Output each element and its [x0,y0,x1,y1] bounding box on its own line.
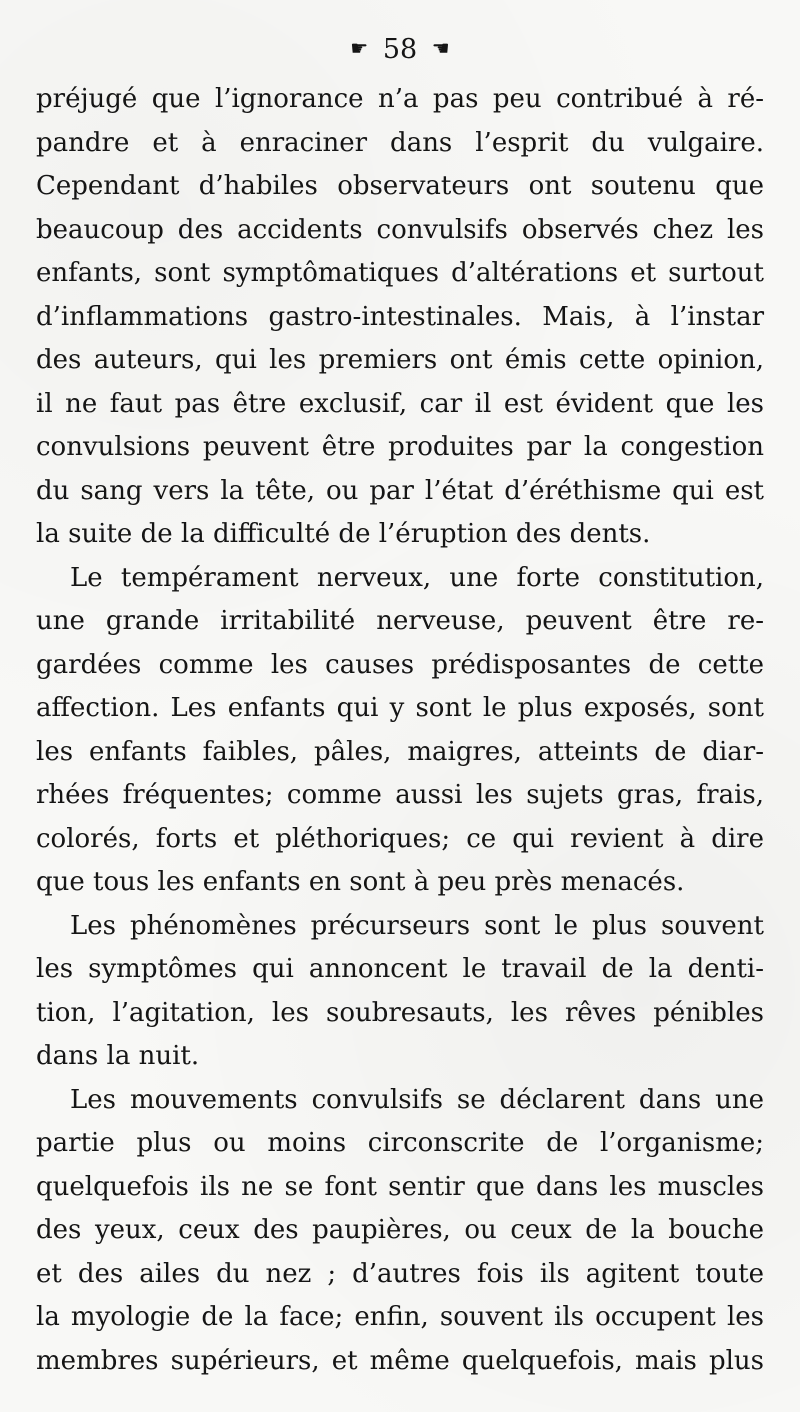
text-line: du sang vers la tête, ou par l’état d’éréthisme qui est [36,475,764,506]
text-line: que tous les enfants en sont à peu près menacés. [36,867,685,897]
text-line: la myologie de la face; enfin, souvent ils occupent les [36,1302,764,1332]
text-line: affection. Les enfants qui y sont le plus exposés, sont [36,693,764,723]
text-line: Les phénomènes précurseurs sont le plus souvent [70,910,764,941]
text-line: enfants, sont symptômatiques d’altérations et surtout [36,258,764,288]
text-line: des auteurs, qui les premiers ont émis cette opinion, [36,345,764,375]
text-line: et des ailes du nez ; d’autres fois ils agitent toute [36,1258,764,1289]
text-line: d’inflammations gastro-intestinales. Mais, à l’instar [36,301,764,332]
paragraph-4 [36,1079,764,1384]
text-line: quelquefois ils ne se font sentir que dans les muscles [36,1171,764,1202]
text-line: des yeux, ceux des paupières, ou ceux de la bouche [36,1215,764,1245]
text-line: il ne faut pas être exclusif, car il est évident que les [36,388,764,419]
page-header [0,34,800,65]
page-number: 58 [382,33,418,65]
text-line: une grande irritabilité nerveuse, peuvent être re- [36,606,764,636]
paragraph-2 [36,557,764,905]
text-line: dans la nuit. [36,1041,200,1071]
text-line: Le tempérament nerveux, une forte constitution, [70,562,764,593]
text-line: convulsions peuvent être produites par la congestion [36,432,764,462]
text-line: partie plus ou moins circonscrite de l’organisme; [36,1128,764,1158]
text-line: la suite de la difficulté de l’éruption des dents. [36,519,651,549]
text-line: les enfants faibles, pâles, maigres, atteints de diar- [36,736,764,767]
right-fist-ornament-icon: ☚ [431,35,450,60]
text-line: tion, l’agitation, les soubresauts, les rêves pénibles [36,997,764,1028]
text-line: colorés, forts et pléthoriques; ce qui revient à dire [36,823,764,854]
paragraph-1 [36,78,764,557]
text-line: Les mouvements convulsifs se déclarent dans une [70,1084,764,1115]
text-line: rhées fréquentes; comme aussi les sujets gras, frais, [36,780,764,810]
text-line: beaucoup des accidents convulsifs observés chez les [36,214,764,245]
body-text [36,78,764,1383]
text-line: les symptômes qui annoncent le travail de la denti- [36,954,764,984]
text-line: Cependant d’habiles observateurs ont soutenu que [36,171,764,201]
text-line: préjugé que l’ignorance n’a pas peu contribué à ré- [36,84,764,114]
text-line: gardées comme les causes prédisposantes de cette [36,649,764,680]
text-line: membres supérieurs, et même quelquefois, mais plus [36,1345,764,1376]
text-line: pandre et à enraciner dans l’esprit du vulgaire. [36,127,764,158]
paragraph-3 [36,905,764,1079]
left-fist-ornament-icon: ☛ [350,35,369,60]
